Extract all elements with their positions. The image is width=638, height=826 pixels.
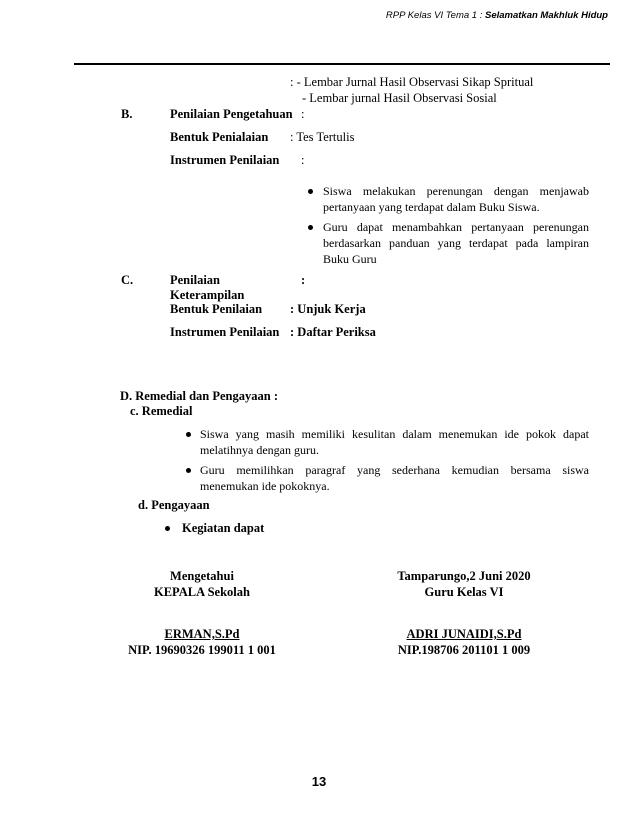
remedial-bullet-2-line1: Guru memilihkan paragraf yang sederhana kemudian bersama siswa (200, 463, 589, 477)
section-b-bentuk-label: Bentuk Penialaian (170, 130, 269, 144)
header-doc-title: RPP Kelas VI Tema 1 : (385, 10, 485, 21)
section-b-instrumen-colon: : (301, 153, 305, 167)
bullet-dot (308, 225, 313, 230)
remedial-title: c. Remedial (130, 404, 193, 418)
section-b-bullet-1-line2: pertanyaan yang terdapat dalam Buku Siswa. (323, 200, 540, 214)
remedial-bullet-1-line1: Siswa yang masih memiliki kesulitan dalam menemukan ide pokok dapat (200, 427, 589, 441)
sig-left-nip: NIP. 19690326 199011 1 001 (128, 643, 276, 657)
section-b-bullet-1-line1: Siswa melakukan perenungan dengan menjawab (323, 184, 589, 198)
header-rule (74, 63, 610, 65)
section-d-title: D. Remedial dan Pengayaan : (120, 389, 278, 403)
pengayaan-title: d. Pengayaan (138, 498, 210, 512)
section-b-letter: B. (121, 107, 133, 121)
section-c-bentuk-value: : Unjuk Kerja (290, 302, 366, 316)
section-c-letter: C. (121, 273, 134, 287)
bullet-dot (186, 468, 191, 473)
sig-right-name (364, 626, 564, 642)
section-b-bullet-2-line2: berdasarkan panduan yang terdapat pada lampiran (323, 236, 589, 250)
remedial-bullet-1-line2: melatihnya dengan guru. (200, 443, 319, 457)
section-b-bentuk-value: : Tes Tertulis (290, 130, 355, 144)
remedial-bullet-2-line2: menemukan ide pokoknya. (200, 479, 330, 493)
sig-right-line1: Tamparungo,2 Juni 2020 (397, 569, 531, 583)
bullet-dot (308, 189, 313, 194)
sig-right-nip: NIP.198706 201101 1 009 (397, 643, 531, 657)
section-c-title-line1: Penilaian (170, 273, 221, 287)
running-header (386, 10, 608, 21)
section-b-title: Penilaian Pengetahuan (170, 107, 293, 121)
observation-item-2: - Lembar jurnal Hasil Observasi Sosial (302, 91, 497, 105)
section-b-bullet-2-line3: Buku Guru (323, 252, 377, 266)
section-b-colon: : (301, 107, 305, 121)
page-number: 13 (311, 774, 327, 789)
sig-right-line2: Guru Kelas VI (424, 585, 504, 599)
section-c-instrumen-label: Instrumen Penilaian (170, 325, 280, 339)
pengayaan-bullet: Kegiatan dapat (182, 521, 265, 535)
section-c-title-line2: Keterampilan (170, 288, 245, 302)
observation-item-1: : - Lembar Jurnal Hasil Observasi Sikap Spritual (290, 75, 534, 89)
header-doc-subtitle: Selamatkan Makhluk Hidup (484, 10, 608, 21)
section-b-bullet-2-line1: Guru dapat menambahkan pertanyaan perenungan (323, 220, 589, 234)
sig-left-name (102, 626, 302, 642)
section-b-instrumen-label: Instrumen Penilaian (170, 153, 280, 167)
section-c-colon: : (301, 273, 306, 287)
section-c-instrumen-value: : Daftar Periksa (290, 325, 376, 339)
sig-left-name-text: ERMAN,S.Pd (164, 627, 240, 641)
bullet-dot (165, 526, 170, 531)
sig-right-name-text: ADRI JUNAIDI,S.Pd (406, 627, 522, 641)
sig-left-line1: Mengetahui (170, 569, 234, 583)
sig-left-line2: KEPALA Sekolah (154, 585, 250, 599)
bullet-dot (186, 432, 191, 437)
section-c-bentuk-label: Bentuk Penilaian (170, 302, 263, 316)
